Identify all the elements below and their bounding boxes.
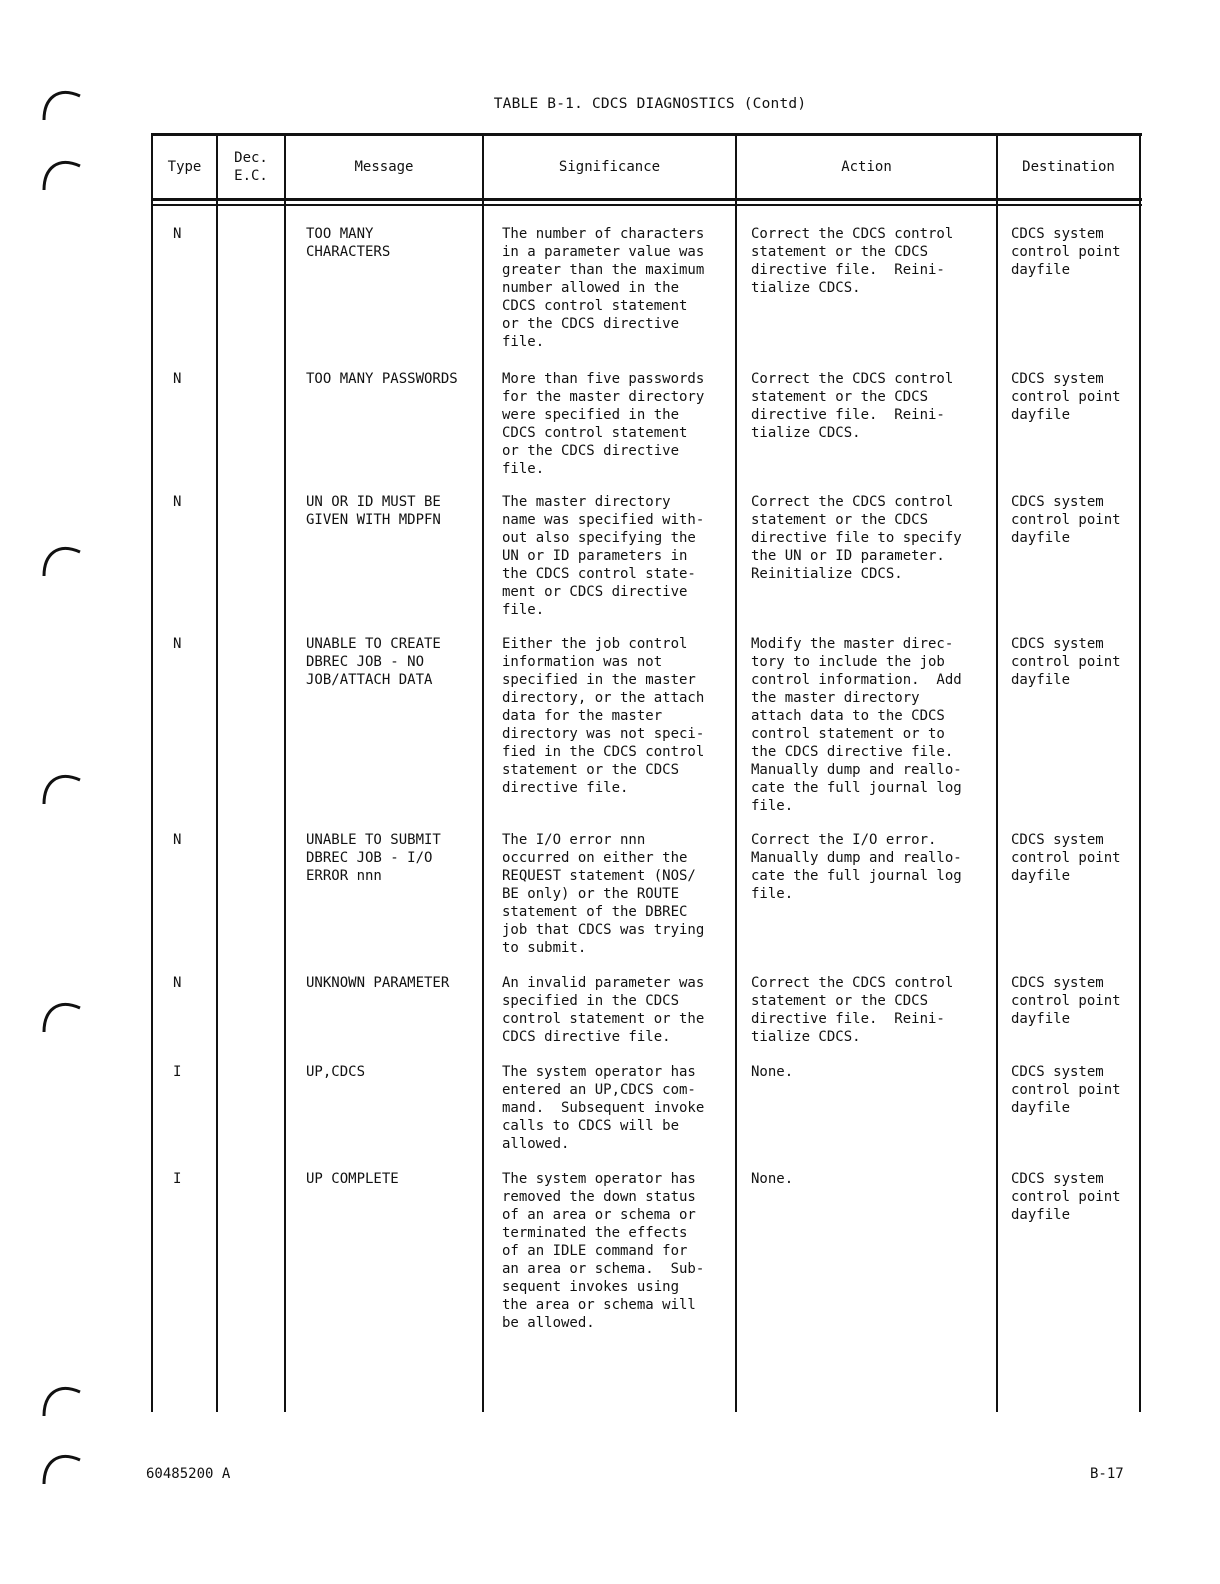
row-4-significance: Either the job control information was not specified in the master directory, or the attach data for the master directory was not speci- fied in the CDCS control statement or the CDCS directive file. <box>502 636 705 796</box>
row-1-action: Correct the CDCS control statement or the CDCS directive file. Reini- tialize CDCS. <box>751 226 954 296</box>
binder-hole-mark <box>40 994 86 1034</box>
row-7-message: UP,CDCS <box>306 1064 366 1080</box>
row-4-message: UNABLE TO CREATE DBREC JOB - NO JOB/ATTACH DATA <box>306 636 441 688</box>
row-6-action: Correct the CDCS control statement or the CDCS directive file. Reini- tialize CDCS. <box>751 975 954 1045</box>
binder-hole-mark <box>40 766 86 806</box>
row-5-action: Correct the I/O error. Manually dump and reallo- cate the full journal log file. <box>751 832 962 902</box>
document-number: 60485200 A <box>146 1466 231 1482</box>
row-5-significance: The I/O error nnn occurred on either the REQUEST statement (NOS/ BE only) or the ROUTE statement of the DBREC job that CDCS was trying to submit. <box>502 832 705 956</box>
header-message: Message <box>354 159 414 175</box>
binder-hole-mark <box>40 152 86 192</box>
row-1-type: N <box>173 226 182 242</box>
row-2-message: TOO MANY PASSWORDS <box>306 371 458 387</box>
row-5-destination: CDCS system control point dayfile <box>1011 832 1121 884</box>
row-3-message: UN OR ID MUST BE GIVEN WITH MDPFN <box>306 494 441 528</box>
row-3-type: N <box>173 494 182 510</box>
column-rule <box>151 136 153 1412</box>
row-7-type: I <box>173 1064 182 1080</box>
row-4-destination: CDCS system control point dayfile <box>1011 636 1121 688</box>
column-rule <box>735 136 737 1412</box>
binder-hole-mark <box>40 1378 86 1418</box>
row-2-significance: More than five passwords for the master directory were specified in the CDCS control statement or the CDCS directive file. <box>502 371 705 477</box>
row-5-type: N <box>173 832 182 848</box>
row-1-destination: CDCS system control point dayfile <box>1011 226 1121 278</box>
diagnostics-table <box>151 133 1142 1412</box>
row-4-action: Modify the master direc- tory to include the job control information. Add the master directory attach data to the CDCS control statement or to the CDCS directive file. Manually dump and reallo- cate the full journal log file. <box>751 636 962 814</box>
row-2-type: N <box>173 371 182 387</box>
header-type: Type <box>167 159 202 175</box>
header-destination: Destination <box>1022 159 1115 175</box>
row-8-action: None. <box>751 1171 794 1187</box>
row-8-message: UP COMPLETE <box>306 1171 399 1187</box>
row-3-destination: CDCS system control point dayfile <box>1011 494 1121 546</box>
row-5-message: UNABLE TO SUBMIT DBREC JOB - I/O ERROR nnn <box>306 832 441 884</box>
row-7-action: None. <box>751 1064 794 1080</box>
row-2-destination: CDCS system control point dayfile <box>1011 371 1121 423</box>
row-3-significance: The master directory name was specified with- out also specifying the UN or ID parameters in the CDCS control state- ment or CDCS directive file. <box>502 494 705 618</box>
page-title: TABLE B-1. CDCS DIAGNOSTICS (Contd) <box>493 96 807 112</box>
row-6-significance: An invalid parameter was specified in the CDCS control statement or the CDCS directive file. <box>502 975 705 1045</box>
header-significance: Significance <box>558 159 661 175</box>
row-2-action: Correct the CDCS control statement or the CDCS directive file. Reini- tialize CDCS. <box>751 371 954 441</box>
row-4-type: N <box>173 636 182 652</box>
row-8-type: I <box>173 1171 182 1187</box>
row-6-type: N <box>173 975 182 991</box>
binder-hole-mark <box>40 1446 86 1486</box>
row-1-significance: The number of characters in a parameter value was greater than the maximum number allowed in the CDCS control statement or the CDCS directive file. <box>502 226 705 350</box>
column-rule <box>482 136 484 1412</box>
row-8-significance: The system operator has removed the down status of an area or schema or terminated the effects of an IDLE command for an area or schema. Sub- sequent invokes using the area or schema will be allowed. <box>502 1171 705 1331</box>
header-rule <box>151 198 1142 201</box>
header-action: Action <box>841 159 892 175</box>
row-3-action: Correct the CDCS control statement or the CDCS directive file to specify the UN or ID parameter. Reinitialize CDCS. <box>751 494 962 582</box>
column-rule <box>1139 136 1141 1412</box>
column-rule <box>284 136 286 1412</box>
row-8-destination: CDCS system control point dayfile <box>1011 1171 1121 1223</box>
row-6-destination: CDCS system control point dayfile <box>1011 975 1121 1027</box>
binder-hole-mark <box>40 538 86 578</box>
row-1-message: TOO MANY CHARACTERS <box>306 226 391 260</box>
header-dec-ec: Dec. E.C. <box>234 150 268 184</box>
row-7-destination: CDCS system control point dayfile <box>1011 1064 1121 1116</box>
column-rule <box>996 136 998 1412</box>
column-rule <box>216 136 218 1412</box>
page-number: B-17 <box>1090 1466 1124 1482</box>
row-7-significance: The system operator has entered an UP,CDCS com- mand. Subsequent invoke calls to CDCS will be allowed. <box>502 1064 705 1152</box>
header-rule <box>151 204 1142 206</box>
row-6-message: UNKNOWN PARAMETER <box>306 975 450 991</box>
